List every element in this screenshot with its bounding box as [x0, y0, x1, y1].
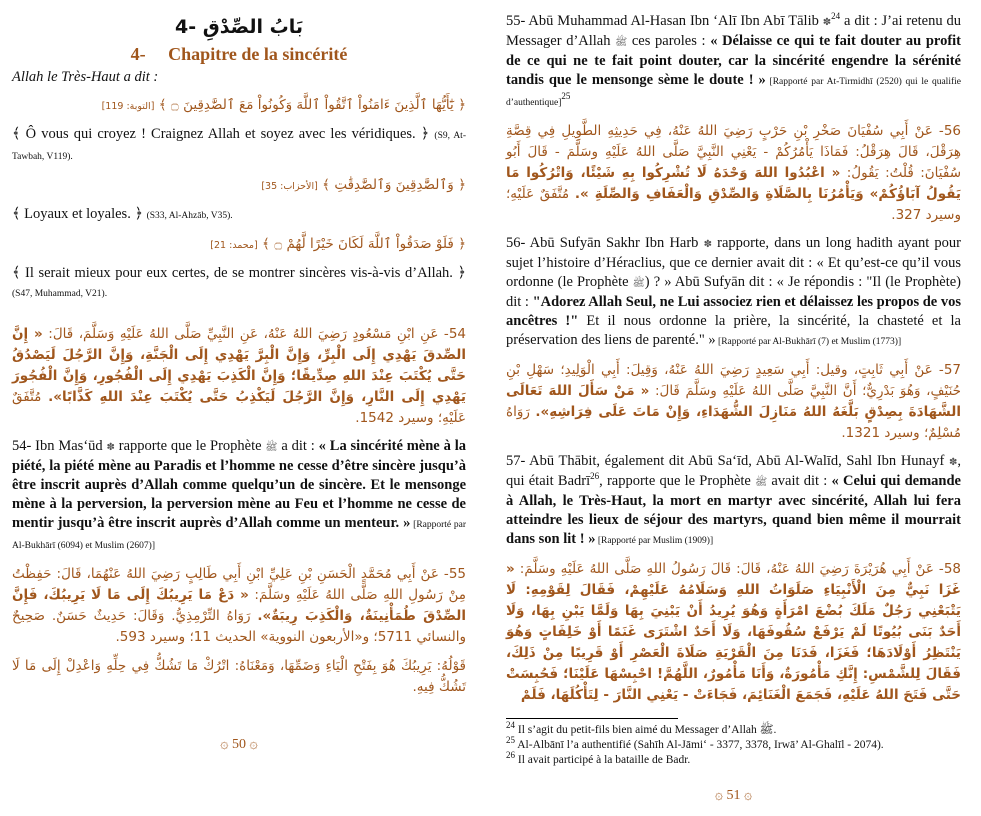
hadith-57-translation [506, 452, 961, 551]
quoted-text: « Délaisse ce qui te fait douter au profit de ce qui ne te fait point douter, car la sincérité engendre la sérénité tandis que le mensonge sème le doute ! » [506, 33, 962, 88]
reference-text: [محمد: 21] [210, 240, 258, 251]
footnote [506, 750, 961, 768]
text-segment: 56- عَنْ أَبِي سُفْيَانَ صَخْرِ بْنِ حَرْبٍ رَضِيَ اللهُ عَنْهُ، فِي حَدِيثِهِ الطَّوِيلِ فِي قِصَّةِ هِرَقْلَ، قَالَ هِرَقْلُ: فَمَاذَا يَأْمُرُكُمْ - يَعْنِي النَّبِيَّ صَلَّى اللهُ عَلَيْهِ وسَلَّمَ - قَالَ أَبُو سُفْيَانَ: قُلْتُ: يَقُولُ: [506, 123, 961, 181]
text-segment: رَوَاهُ مُسْلِمٌ؛ وسيرد 1321. [506, 404, 961, 441]
honorific-icon: ﷺ [632, 278, 645, 289]
text-segment: ﴾ Il serait mieux pour eux certes, de se montrer sincères vis-à-vis d’Allah. ﴿ [12, 265, 466, 281]
footnote-text: Il avait participé à la bataille de Badr. [517, 754, 691, 766]
footnote-text: Al-Albānī l’a authentifié (Sahīh Al-Jāmi‘ - 3377, 3378, Irwā’ Al-Ghalīl - 2074). [517, 739, 884, 751]
chapter-number: 4- [130, 44, 146, 64]
chapter-title-french [12, 42, 466, 66]
reference-text: [Rapporté par Muslim (1909)] [595, 536, 714, 546]
hadith-57-arabic [506, 360, 961, 444]
honorific-icon: ✽ [703, 239, 712, 250]
text-segment: ﴿ فَلَوْ صَدَقُواْ ٱللَّهَ لَكَانَ خَيْرًا لَّهُمْ ۝ ﴾ [257, 236, 466, 252]
ornament-icon: ۞ [220, 737, 229, 752]
reference-text: [التوبة: 119] [101, 101, 155, 112]
footnote-marker: 26 [590, 471, 600, 482]
quran-verse-1-arabic [12, 95, 466, 117]
quoted-text: « دَعْ مَا يَرِيبُكَ إِلَى مَا لَا يَرِيبُكَ، فَإِنَّ الصِّدْقَ طُمَأْنِينَةٌ، وَالْكَذِبَ رِيبَةٌ». [12, 587, 466, 624]
text-segment: ﴾ Ô vous qui croyez ! Craignez Allah et soyez avec les véridiques. ﴿ [12, 126, 435, 142]
page-number-value: 50 [232, 737, 246, 752]
footnote-number: 26 [506, 750, 515, 761]
text-segment: مُتَّفَقٌ عَلَيْهِ؛ وسيرد 327. [506, 186, 961, 223]
honorific-icon: ✽ [106, 442, 115, 453]
text-segment: ﴿ وَٱلصَّٰدِقِينَ وَٱلصَّٰدِقَٰتِ ﴾ [317, 177, 466, 193]
intro-text: Allah le Très-Haut a dit : [12, 69, 159, 85]
honorific-icon: ﷺ [615, 37, 628, 48]
text-segment: ces paroles : [627, 33, 711, 49]
hadith-54-arabic [12, 324, 466, 429]
text-segment: avait dit : [767, 473, 832, 489]
footnote-marker: 24 [831, 11, 841, 22]
text-segment: 54- عَنِ ابْنِ مَسْعُودٍ رَضِيَ اللهُ عَنْهُ، عَنِ النَّبِيِّ صَلَّى اللهُ عَلَيْهِ وَسَلَّمَ، قَالَ: [42, 326, 466, 342]
left-page [0, 0, 490, 765]
text-segment: Et il nous ordonne la prière, la sincérité, la chasteté et la préservation des liens de parenté." » [506, 313, 961, 348]
reference-text: [الأحزاب: 35] [261, 181, 318, 192]
hadith-54-translation [12, 437, 466, 556]
text-segment: a dit : J’ai retenu du Messager d’Allah [506, 13, 962, 49]
text-segment: قَوْلُهُ: يَرِيبُكَ هُوَ بِفَتْحِ الْيَاءِ وَضَمِّهَا، وَمَعْنَاهُ: اتْرُكْ مَا تَشُكُّ فِي حِلِّهِ وَاعْدِلْ إِلَى مَا لَا تَشُكُّ فِيهِ. [12, 658, 466, 695]
quoted-text: "Adorez Allah Seul, ne Lui associez rien et délaissez les propos de vos ancêtres !" [506, 294, 962, 329]
quoted-text: « La sincérité mène à la piété, la piété mène au Paradis et l’homme ne cesse d’être sincère jusqu’à être inscrit auprès d’Allah comme quelqu’un de sincère. Et le mensonge mène à la perversion, la perversion mène au Feu et l’homme ne cesse de mentir jusqu’à être inscrit auprès d’Allah comme un menteur. » [12, 438, 466, 531]
text-segment: 57- عَنْ أَبِي ثَابِتٍ، وقيل: أَبِي سَعِيدٍ رَضِيَ اللهُ عَنْهُ، وَقِيلَ: أَبِي الْوَلِيدِ؛ سَهْلِ بْنِ حُنَيْفٍ، وَهُوَ بَدْرِيٌّ؛ أَنَّ النَّبِيَّ صَلَّى اللهُ عَلَيْهِ وسَلَّمَ قَالَ: [506, 362, 961, 399]
reference-text: (S47, Muhammad, V21). [12, 289, 108, 299]
text-segment: , rapporte que le Prophète [599, 473, 756, 489]
text-segment: ﴾ Loyaux et loyales. ﴿ [12, 206, 147, 222]
text-segment: 55- Abū Muhammad Al-Hasan Ibn ‘Alī Ibn Abī Tālib [506, 13, 823, 29]
text-segment: 54- Ibn Mas‘ūd [12, 438, 107, 454]
text-segment: ) ? » Abū Sufyān dit : « Je répondis : "Il (le Prophète) dit : [506, 274, 961, 310]
quran-verse-3-arabic [12, 234, 466, 256]
quoted-text: « اعْبُدُوا اللهَ وَحْدَهُ لَا تُشْرِكُوا بِهِ شَيْئًا، وَاتْرُكُوا مَا يَقُولُ آبَاؤُكُمْ» وَيَأْمُرُنَا بِالصَّلَاةِ وَالصِّدْقِ وَالْعَفَافِ وَالصِّلَةِ ». [506, 165, 961, 202]
chapter-title-arabic: 4- بَابُ الصِّدْقِ [174, 16, 304, 38]
quran-verse-1-translation [12, 125, 466, 167]
footnote-number: 24 [506, 720, 515, 731]
honorific-icon: ✽ [822, 17, 832, 28]
page-number-value: 51 [726, 788, 741, 803]
reference-text: [Rapporté par Al-Bukhārī (7) et Muslim (1773)] [715, 337, 902, 347]
ornament-icon: ۞ [249, 737, 258, 752]
footnote-marker: 25 [561, 91, 571, 102]
honorific-icon: ﷺ [755, 477, 768, 488]
text-segment: a dit : [277, 438, 319, 454]
honorific-icon: ✽ [948, 457, 958, 468]
text-segment: ﴿ يَٰٓأَيُّهَا ٱلَّذِينَ ءَامَنُواْ ٱتَّقُواْ ٱللَّهَ وَكُونُواْ مَعَ ٱلصَّٰدِقِينَ ۝ ﴾ [154, 97, 466, 113]
hadith-55-arabic [12, 564, 466, 648]
quoted-text: « غَزَا نَبِيٌّ مِنَ الْأَنْبِيَاءِ صَلَوَاتُ اللهِ وَسَلَامُهُ عَلَيْهِمْ، فَقَالَ لِقَوْمِهِ: لَا يَتْبَعْنِي رَجُلٌ مَلَكَ بُضْعَ امْرَأَةٍ وَهُوَ يُرِيدُ أَنْ يَبْنِيَ بِهَا وَلَمَّا يَبْنِ بِهَا، وَلَا أَحَدٌ بَنَى بُيُوتًا لَمْ يَرْفَعْ سُقُوفَهَا، وَلَا أَحَدٌ اشْتَرَى غَنَمًا أَوْ خَلِفَاتٍ وَهُوَ يَنْتَظِرُ أَوْلَادَهَا؛ فَغَزَا، فَدَنَا مِنَ الْقَرْيَةِ صَلَاةَ الْعَصْرِ أَوْ قَرِيبًا مِنْ ذَلِكَ، فَقَالَ لِلشَّمْسِ: إِنَّكِ مَأْمُورَةٌ، وَأَنَا مَأْمُورٌ، اللَّهُمَّ! احْبِسْهَا عَلَيْنَا؛ فَحُبِسَتْ حَتَّى فَتَحَ اللهُ عَلَيْهِ، فَجَمَعَ الْغَنَائِمَ، فَجَاءَتْ - يَعْنِي النَّارَ - لِتَأْكُلَهَا، فَلَمْ [506, 561, 961, 703]
page-number [12, 725, 466, 755]
chapter-title: Chapitre de la sincérité [168, 44, 348, 64]
quoted-text: « إِنَّ الصِّدقَ يَهْدِي إِلَى الْبِرِّ، وَإِنَّ الْبِرَّ يَهْدِي إِلَى الْجَنَّةِ، وَإِنَّ الرَّجُلَ لَيَصْدُقُ حَتَّى يُكْتَبَ عِنْدَ اللهِ صِدِّيقًا؛ وَإِنَّ الْكَذِبَ يَهْدِي إِلَى الْفُجُورِ، وَإِنَّ الْفُجُورَ يَهْدِي إِلَى النَّارِ، وَإِنَّ الرَّجُلَ لَيَكْذِبُ حَتَّى يُكْتَبَ عِنْدَ اللهِ كَذَّابًا». [12, 326, 467, 405]
text-segment: رَوَاهُ التِّرْمِذِيُّ. وَقَالَ: حَدِيثٌ حَسَنٌ. صَحِيحٌ والنسائي 5711؛ و«الأربعون النووية» الحديث 11؛ وسيرد 593. [12, 608, 466, 645]
text-segment: 58- عَنْ أَبِي هُرَيْرَةَ رَضِيَ اللهُ عَنْهُ، قَالَ: قَالَ رَسُولُ اللهِ صَلَّى اللهُ عَلَيْهِ وسَلَّمَ: [514, 561, 961, 577]
ornament-icon: ۞ [744, 788, 753, 803]
reference-text: [Rapporté par At-Tirmidhī (2520) qui le qualifie d’authentique] [506, 77, 961, 108]
quran-verse-3-translation [12, 264, 466, 304]
text-segment: rapporte que le Prophète [114, 438, 266, 454]
hadith-56-arabic [506, 121, 961, 226]
text-segment: مُتَّفَقٌ عَلَيْهِ؛ وسيرد 1542. [12, 389, 466, 426]
reference-text: (S9, At-Tawbah, V119). [12, 131, 466, 162]
honorific-icon: ﷺ [265, 442, 278, 453]
footnote-number: 25 [506, 735, 515, 746]
footnotes [506, 720, 961, 768]
quoted-text: « Celui qui demande à Allah, le Très-Haut, la mort en martyr avec sincérité, Allah lui fera atteindre les lieux de séjour des martyrs, quand bien même il mourrait dans son lit ! » [506, 473, 961, 547]
text-segment: rapporte, dans un long hadith ayant pour sujet l’histoire d’Héraclius, que ce dernier avait dit : « Et qu’est-ce qu’il vous ordonne (le Prophète [506, 235, 961, 290]
footnote-divider [506, 718, 678, 719]
hadith-56-translation [506, 234, 961, 352]
text-segment: 57- Abū Thābit, également dit Abū Sa‘īd, Abū Al-Walīd, Sahl Ibn Hunayf [506, 453, 949, 469]
footnote-text: Il s’agit du petit-fils bien aimé du Messager d’Allah ﷺ. [517, 724, 777, 736]
text-segment: 55- عَنْ أَبِي مُحَمَّدٍ الْحَسَنِ بْنِ عَلِيِّ ابْنِ أَبِي طَالِبٍ رَضِيَ اللهُ عَنْهُمَا، قَالَ: حَفِظْتُ مِنْ رَسُولِ اللهِ صَلَّى اللهُ عَلَيْهِ وسَلَّمَ: [12, 566, 466, 603]
footnote [506, 735, 961, 753]
text-segment: 56- Abū Sufyān Sakhr Ibn Harb [506, 235, 704, 251]
quran-verse-2-translation [12, 205, 466, 226]
reference-text: [Rapporté par Al-Bukhārī (6094) et Muslim (2607)] [12, 520, 466, 551]
right-page [490, 0, 981, 816]
explanatory-note-arabic [12, 656, 466, 698]
footnote [506, 720, 961, 738]
text-segment: , qui était Badrī [506, 453, 961, 489]
page-number [506, 776, 961, 806]
quran-verse-2-arabic [12, 175, 466, 197]
hadith-58-arabic [506, 559, 961, 706]
hadith-55-translation [506, 12, 961, 113]
quoted-text: « مَنْ سَأَلَ اللهَ تَعَالَى الشَّهَادَةَ بِصِدْقٍ بَلَّغَهُ اللهُ مَنَازِلَ الشُّهَدَاءِ، وَإِنْ مَاتَ عَلَى فِرَاشِهِ». [506, 383, 961, 420]
reference-text: (S33, Al-Ahzāb, V35). [146, 211, 233, 221]
ornament-icon: ۞ [714, 788, 723, 803]
